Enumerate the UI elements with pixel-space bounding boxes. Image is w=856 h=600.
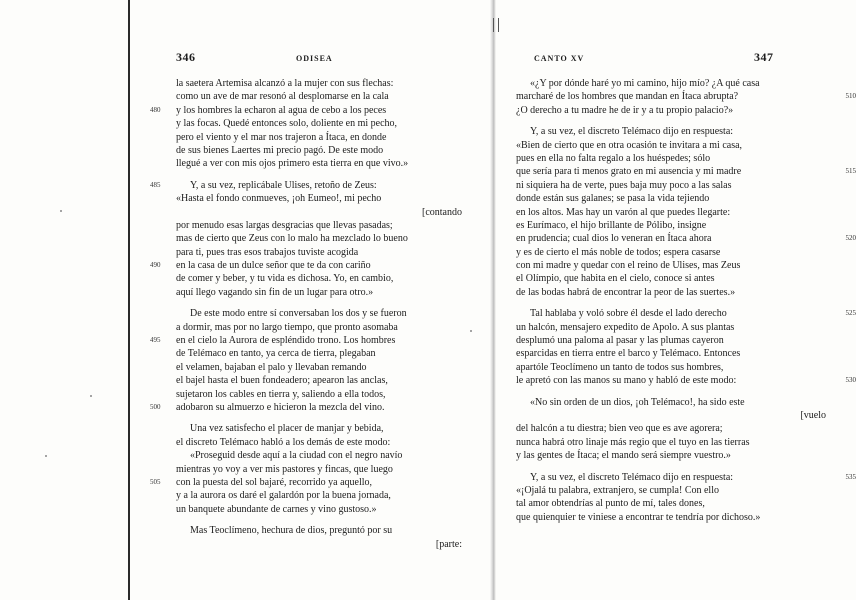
- text-line: [176, 436, 462, 449]
- line-number: 500: [150, 402, 161, 411]
- line-text: en los altos. Mas hay un varón al que puedes llegarte:: [516, 206, 731, 218]
- text-line: [176, 489, 462, 502]
- text-line: [176, 206, 462, 219]
- text-line: [516, 90, 856, 103]
- line-text: tal amor obtendrías al punto de mí, tales dones,: [516, 498, 705, 510]
- text-line: [516, 219, 826, 232]
- line-number: 495: [150, 336, 161, 345]
- line-text: en la casa de un dulce señor que te da con cariño: [176, 260, 371, 272]
- text-line: [176, 117, 462, 130]
- line-text: de Telémaco en tanto, ya cerca de tierra, plegaban: [176, 348, 376, 360]
- text-line: [516, 361, 826, 374]
- text-line: [176, 157, 462, 170]
- text-line: [516, 165, 856, 178]
- line-text: [vuelo: [800, 409, 826, 421]
- line-text: «¡Ojalá tu palabra, extranjero, se cumpla! Con ello: [516, 484, 719, 496]
- line-text: la saetera Artemisa alcanzó a la mujer con sus flechas:: [176, 78, 394, 89]
- line-text: del halcón a tu diestra; bien veo que es ave agorera;: [516, 423, 723, 435]
- right-page: [424, 0, 856, 600]
- scan-speck: [470, 330, 472, 332]
- line-text: De este modo entre sí conversaban los dos y se fueron: [190, 308, 407, 320]
- line-text: apartóle Teoclímeno un tanto de todos sus hombres,: [516, 361, 724, 373]
- text-line: [516, 497, 826, 510]
- paragraph-gap: [516, 299, 826, 307]
- text-line: [516, 104, 826, 117]
- text-line: [516, 259, 826, 272]
- text-line: [150, 259, 462, 272]
- text-line: [176, 538, 462, 551]
- line-text: en el cielo la Aurora de espléndido trono. Los hombres: [176, 335, 396, 347]
- paragraph-gap: [176, 516, 462, 524]
- paragraph-gap: [516, 463, 826, 471]
- scan-speck: [60, 210, 62, 212]
- line-text: «¿Y por dónde haré yo mi camino, hijo mío? ¿A qué casa: [530, 78, 760, 89]
- line-number: 535: [845, 472, 856, 481]
- text-line: [516, 192, 826, 205]
- line-text: donde están sus galanes; se pasa la vida tejiendo: [516, 193, 710, 205]
- line-text: y las focas. Quedé entonces solo, doliente en mi pecho,: [176, 118, 398, 130]
- text-line: [176, 449, 462, 462]
- line-text: [parte:: [435, 538, 462, 550]
- text-line: [516, 125, 826, 138]
- text-line: [516, 179, 826, 192]
- text-line: [516, 449, 826, 462]
- text-line: [516, 246, 826, 259]
- paragraph-gap: [176, 414, 462, 422]
- line-text: el Olímpio, que habita en el cielo, conoce si antes: [516, 273, 715, 285]
- text-line: [176, 524, 462, 537]
- text-line: [516, 139, 826, 152]
- text-line: [516, 232, 856, 245]
- paragraph-gap: [516, 388, 826, 396]
- text-line: [150, 104, 462, 117]
- text-line: [516, 321, 826, 334]
- text-line: [176, 286, 462, 299]
- line-text: [contando: [422, 206, 462, 218]
- text-line: [516, 484, 826, 497]
- line-number: 510: [845, 92, 856, 101]
- line-text: y las gentes de Ítaca; el mando será siempre vuestro.»: [516, 450, 731, 462]
- text-line: [176, 374, 462, 387]
- line-text: ¿O derecho a tu madre he de ir y a tu propio palacio?»: [516, 104, 734, 116]
- line-text: pues en ella no falta regalo a los huéspedes; sólo: [516, 152, 711, 164]
- text-line: [150, 334, 462, 347]
- text-line: [176, 131, 462, 144]
- text-line: [516, 286, 826, 299]
- line-text: y los hombres la echaron al agua de cebo a los peces: [176, 104, 387, 116]
- line-text: y es de cierto el más noble de todos; espera casarse: [516, 246, 721, 258]
- line-text: con la puesta del sol bajaré, recorrido ya aquello,: [176, 476, 373, 488]
- line-number: 480: [150, 105, 161, 114]
- text-line: [176, 463, 462, 476]
- text-line: [516, 334, 826, 347]
- text-line: [176, 361, 462, 374]
- line-text: Y, a su vez, el discreto Telémaco dijo en respuesta:: [530, 471, 734, 483]
- line-number: 525: [845, 309, 856, 318]
- line-text: mientras yo voy a ver mis pastores y fincas, que luego: [176, 463, 393, 475]
- paragraph-gap: [176, 299, 462, 307]
- line-text: desplumó una paloma al pasar y las plumas cayeron: [516, 335, 724, 347]
- left-page-number: 346: [176, 50, 196, 64]
- text-line: [516, 511, 826, 524]
- line-text: llegué a ver con mis ojos primero esta tierra en que vivo.»: [176, 158, 409, 170]
- text-line: [150, 476, 462, 489]
- paragraph-gap: [516, 117, 826, 125]
- text-line: [176, 422, 462, 435]
- line-text: de comer y beber, y tu vida es dichosa. Yo, en cambio,: [176, 273, 394, 285]
- text-line: [516, 422, 826, 435]
- line-text: esparcidas en tierra entre el barco y Telémaco. Entonces: [516, 348, 741, 360]
- right-running-head: CANTO XV: [534, 54, 585, 63]
- line-text: pero el viento y el mar nos trajeron a Ítaca, en donde: [176, 131, 387, 143]
- line-text: como un ave de mar resonó al desplomarse en la cala: [176, 91, 389, 103]
- line-number: 485: [150, 180, 161, 189]
- right-page-number: 347: [754, 50, 774, 64]
- line-number: 490: [150, 261, 161, 270]
- line-text: que quienquier te viniese a encontrar te tendría por dichoso.»: [516, 511, 761, 523]
- line-text: para ti, pues tras esos trabajos tuviste acogida: [176, 246, 359, 258]
- line-text: con mi madre y quedar con el reino de Ulises, mas Zeus: [516, 260, 741, 272]
- text-line: [150, 179, 462, 192]
- line-text: adobaron su almuerzo e hicieron la mezcla del vino.: [176, 401, 385, 413]
- line-text: y a la aurora os daré el galardón por la buena jornada,: [176, 490, 391, 502]
- scan-speck: [90, 395, 92, 397]
- line-text: Una vez satisfecho el placer de manjar y bebida,: [190, 423, 384, 435]
- line-text: un halcón, mensajero expedito de Apolo. A sus plantas: [516, 321, 735, 333]
- line-text: de las bodas habrá de encontrar la peor de las suertes.»: [516, 286, 736, 298]
- line-text: es Eurímaco, el hijo brillante de Pólibo, insigne: [516, 219, 707, 231]
- line-text: nunca habrá otro linaje más regio que el tuyo en las tierras: [516, 436, 750, 448]
- line-text: «Bien de cierto que en otra ocasión te invitara a mi casa,: [516, 139, 743, 151]
- line-text: a dormir, mas por no largo tiempo, que pronto asomaba: [176, 321, 398, 333]
- line-text: un banquete abundante de carnes y vino gustoso.»: [176, 503, 377, 515]
- line-text: Y, a su vez, el discreto Telémaco dijo en respuesta:: [530, 126, 734, 138]
- text-line: [176, 90, 462, 103]
- text-line: [176, 192, 462, 205]
- text-line: [176, 388, 462, 401]
- paragraph-gap: [176, 171, 462, 179]
- line-number: 505: [150, 477, 161, 486]
- line-text: el discreto Telémaco habló a los demás de este modo:: [176, 436, 391, 448]
- text-line: [516, 272, 826, 285]
- text-line: [176, 307, 462, 320]
- text-line: [516, 374, 856, 387]
- text-line: [176, 272, 462, 285]
- text-line: [176, 503, 462, 516]
- right-text-block: [516, 77, 856, 524]
- text-line: [516, 77, 826, 90]
- text-line: [516, 436, 826, 449]
- line-text: mas de cierto que Zeus con lo malo ha mezclado lo bueno: [176, 233, 408, 245]
- line-text: sujetaron los cables en tierra y, saliendo a ella todos,: [176, 388, 386, 400]
- text-line: [176, 77, 462, 90]
- line-text: ni siquiera ha de verte, pues baja muy poco a las salas: [516, 179, 732, 191]
- text-line: [516, 471, 856, 484]
- line-text: «Hasta el fondo conmueves, ¡oh Eumeo!, mi pecho: [176, 193, 382, 205]
- text-line: [176, 347, 462, 360]
- text-line: [516, 396, 826, 409]
- text-line: [150, 401, 462, 414]
- line-text: que sería para ti menos grato en mi ausencia y mi madre: [516, 166, 742, 178]
- text-line: [176, 144, 462, 157]
- line-text: «No sin orden de un dios, ¡oh Telémaco!, ha sido este: [530, 396, 745, 408]
- line-text: el velamen, bajaban el palo y llevaban remando: [176, 361, 367, 373]
- text-line: [516, 347, 826, 360]
- left-running-head: ODISEA: [296, 54, 333, 63]
- line-text: de sus bienes Laertes mi precio pagó. De este modo: [176, 144, 384, 156]
- line-text: Mas Teoclímeno, hechura de dios, preguntó por su: [190, 525, 393, 537]
- line-text: en prudencia; cual dios lo veneran en Ítaca ahora: [516, 233, 712, 245]
- line-text: aquí llego vagando sin fin de un lugar para otro.»: [176, 286, 374, 298]
- text-line: [516, 206, 826, 219]
- scan-speck: [45, 455, 47, 457]
- text-line: [516, 307, 856, 320]
- line-number: 530: [845, 376, 856, 385]
- line-text: «Proseguid desde aquí a la ciudad con el negro navío: [190, 450, 403, 462]
- text-line: [516, 152, 826, 165]
- text-line: [176, 232, 462, 245]
- text-line: [516, 409, 826, 422]
- line-text: marcharé de los hombres que mandan en Ítaca abrupta?: [516, 91, 739, 103]
- line-text: Tal hablaba y voló sobre él desde el lado derecho: [530, 308, 727, 320]
- text-line: [176, 219, 462, 232]
- left-text-block: [150, 77, 462, 551]
- line-text: por menudo esas largas desgracias que llevas pasadas;: [176, 219, 393, 231]
- text-line: [176, 321, 462, 334]
- line-number: 515: [845, 167, 856, 176]
- text-line: [176, 246, 462, 259]
- line-text: el bajel hasta el buen fondeadero; apearon las anclas,: [176, 375, 388, 387]
- line-text: Y, a su vez, replicábale Ulises, retoño de Zeus:: [190, 179, 377, 191]
- line-number: 520: [845, 234, 856, 243]
- line-text: le apretó con las manos su mano y habló de este modo:: [516, 375, 737, 387]
